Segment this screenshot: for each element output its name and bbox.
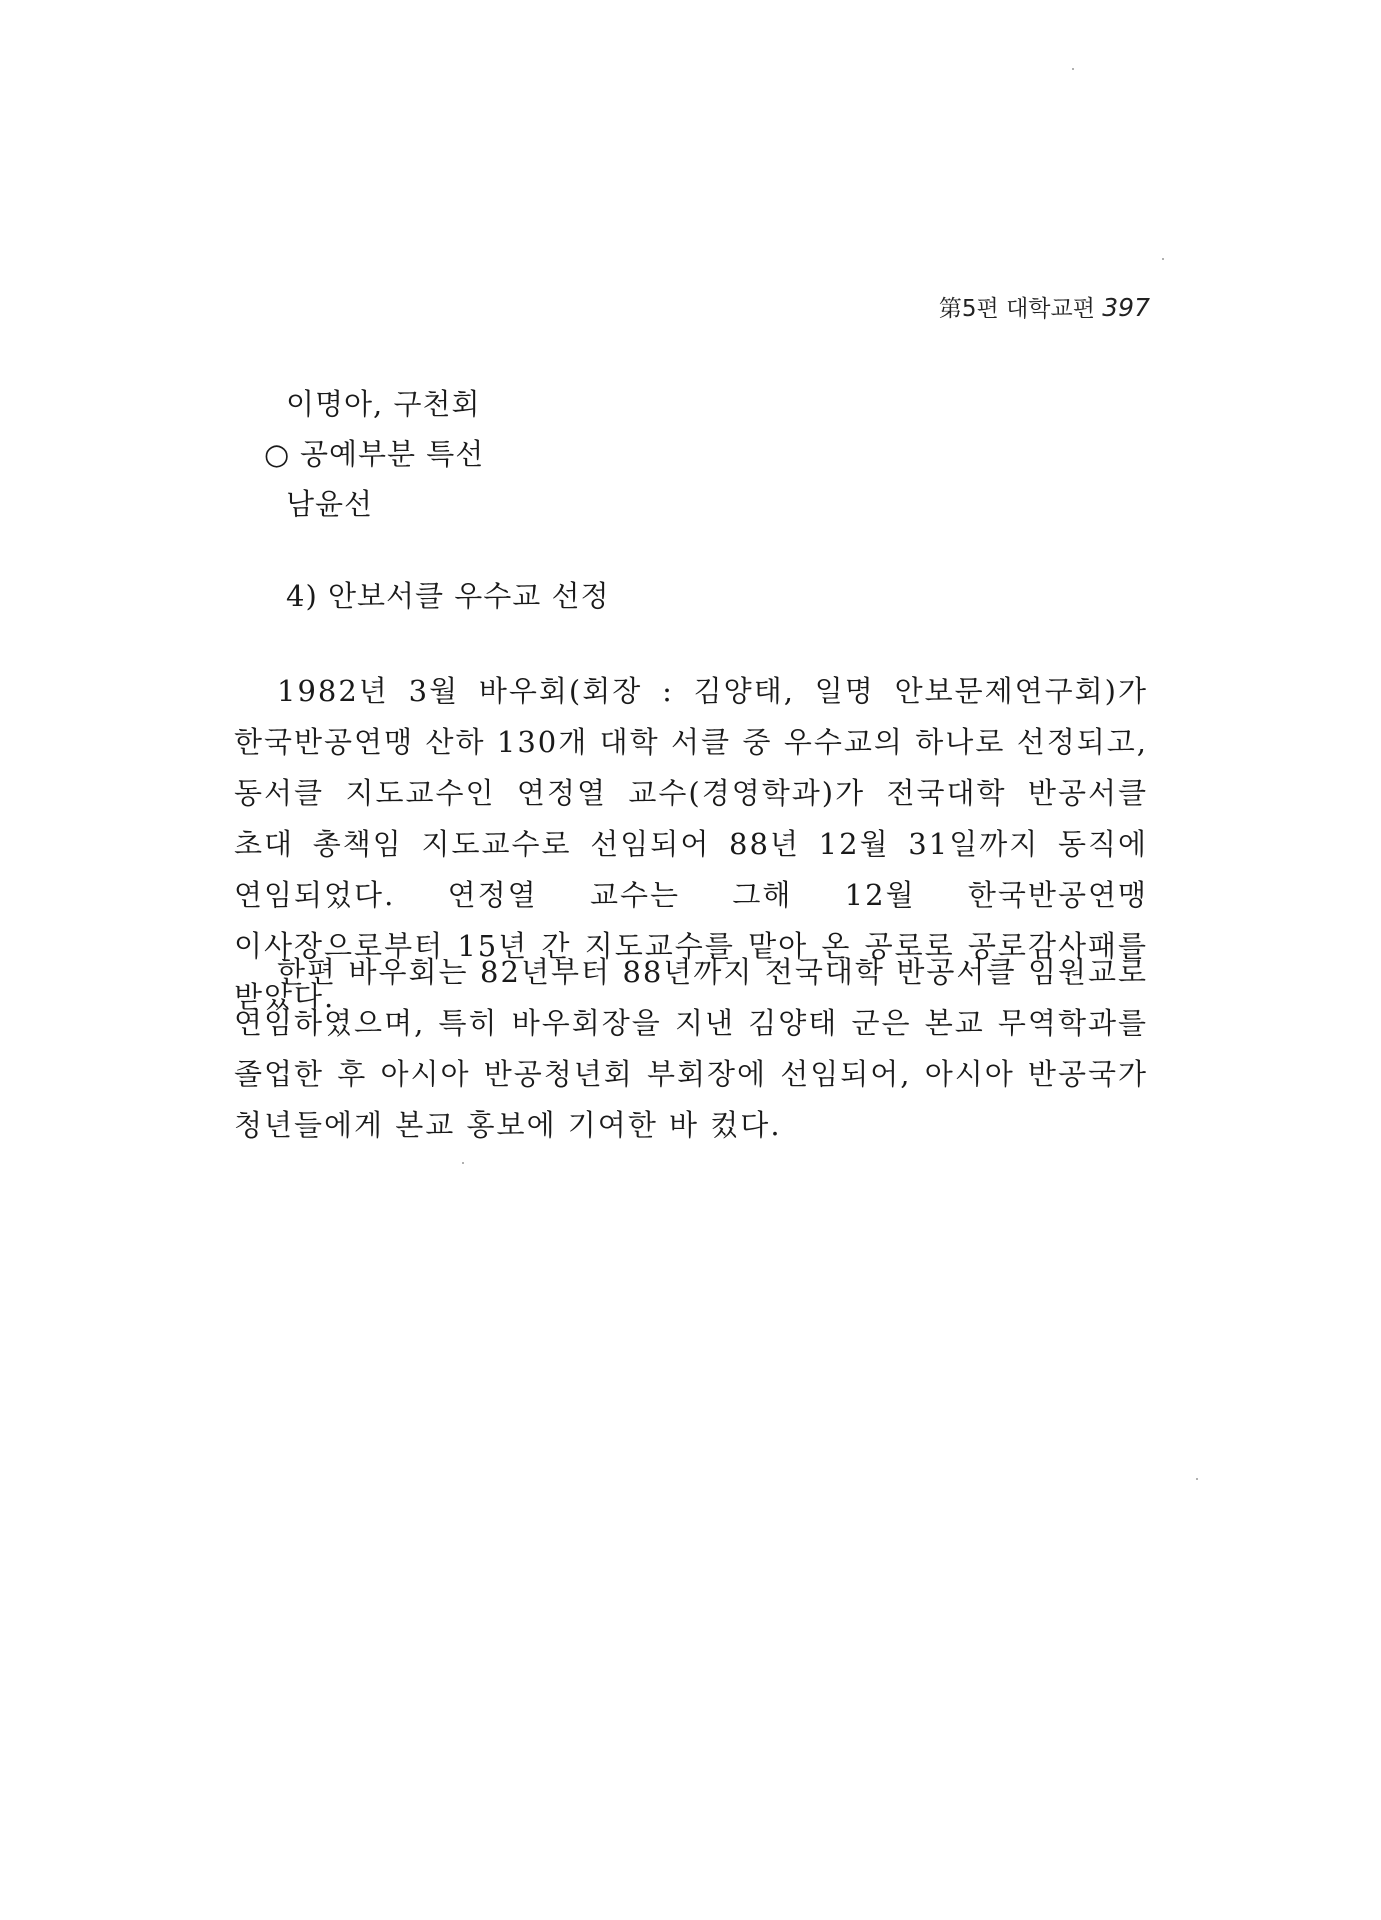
scan-speck — [1162, 258, 1164, 260]
section-heading: 4) 안보서클 우수교 선정 — [286, 579, 610, 613]
circle-bullet-icon: ○ — [264, 437, 291, 471]
award-category: 공예부분 특선 — [300, 437, 485, 471]
scan-speck — [462, 1162, 464, 1164]
scan-speck — [1196, 1478, 1198, 1480]
page-number: 397 — [1102, 293, 1150, 322]
award-category-names: 남윤선 — [286, 487, 374, 521]
body-paragraph-1: 1982년 3월 바우회(회장 : 김양태, 일명 안보문제연구회)가 한국반공연맹 산하 130개 대학 서클 중 우수교의 하나로 선정되고, 동서클 지도교수인 연정열 교수(경영학과)가 전국대학 반공서클 초대 총책임 지도교수로 선임되어 88년 12월 31일까지 동직에 연임되었다. 연정열 교수는 그해 12월 한국반공연맹 이사장으로부터 15년 간 지도교수를 맡아 온 공로로 공로감사패를 받았다. — [234, 674, 1148, 1014]
award-names-line: 이명아, 구천회 — [286, 387, 481, 421]
running-header — [830, 290, 1150, 323]
award-category-line — [264, 432, 484, 473]
running-title: 第5편 대학교편 — [938, 296, 1095, 322]
body-paragraph-2: 한편 바우회는 82년부터 88년까지 전국대학 반공서클 임원교로 연임하였으며, 특히 바우회장을 지낸 김양태 군은 본교 무역학과를 졸업한 후 아시아 반공청년회 부회장에 선임되어, 아시아 반공국가 청년들에게 본교 홍보에 기여한 바 컸다. — [234, 955, 1148, 1142]
scan-speck — [1072, 68, 1074, 70]
